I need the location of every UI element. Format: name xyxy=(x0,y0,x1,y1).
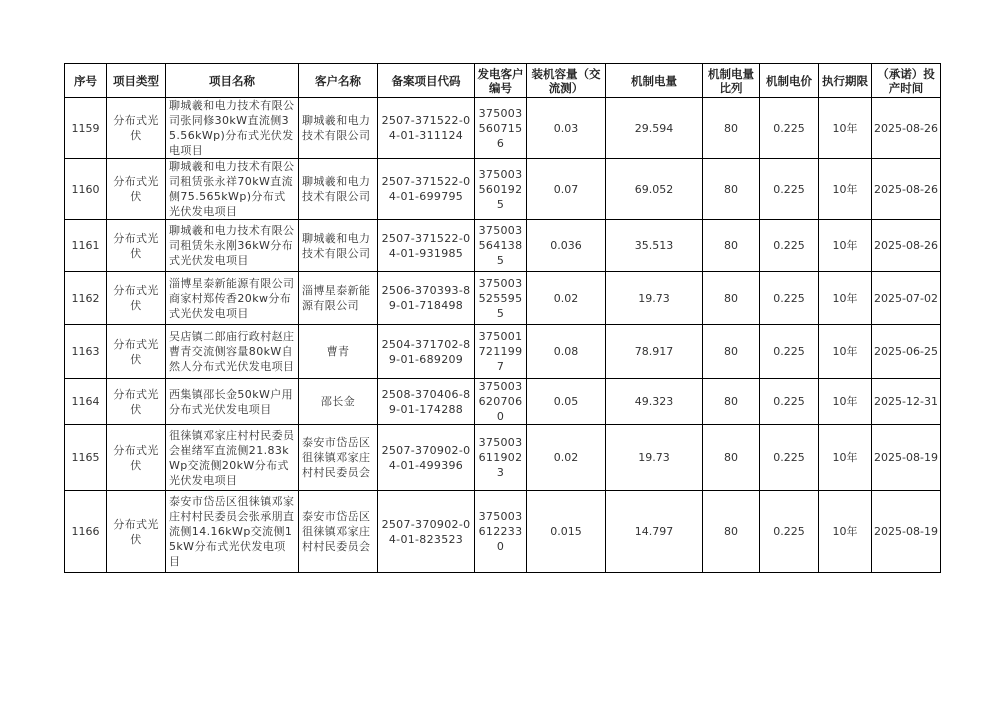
cell-term: 10年 xyxy=(819,325,872,379)
cell-name: 淄博星泰新能源有限公司商家村郑传香20kw分布式光伏发电项目 xyxy=(166,272,299,325)
cell-ratio: 80 xyxy=(703,159,760,220)
cell-energy: 19.73 xyxy=(606,425,703,491)
cell-customer: 聊城羲和电力技术有限公司 xyxy=(299,159,378,220)
cell-energy: 35.513 xyxy=(606,220,703,272)
cell-name: 徂徕镇邓家庄村村民委员会崔绪军直流侧21.83kWp交流侧20kW分布式光伏发电项目 xyxy=(166,425,299,491)
table-row xyxy=(65,379,941,425)
cell-customer-no: 3750035607156 xyxy=(475,98,527,159)
cell-ratio: 80 xyxy=(703,491,760,573)
header-term: 执行期限 xyxy=(819,64,872,98)
cell-energy: 78.917 xyxy=(606,325,703,379)
cell-customer: 聊城羲和电力技术有限公司 xyxy=(299,220,378,272)
cell-capacity: 0.036 xyxy=(527,220,606,272)
cell-type: 分布式光伏 xyxy=(107,272,166,325)
cell-type: 分布式光伏 xyxy=(107,491,166,573)
cell-ratio: 80 xyxy=(703,272,760,325)
cell-energy: 49.323 xyxy=(606,379,703,425)
cell-seq: 1161 xyxy=(65,220,107,272)
header-customer-no: 发电客户编号 xyxy=(475,64,527,98)
cell-price: 0.225 xyxy=(760,272,819,325)
cell-type: 分布式光伏 xyxy=(107,159,166,220)
cell-code: 2507-371522-04-01-311124 xyxy=(378,98,475,159)
table-row xyxy=(65,159,941,220)
cell-name: 吴店镇二郎庙行政村赵庄曹青交流侧容量80kW自然人分布式光伏发电项目 xyxy=(166,325,299,379)
cell-term: 10年 xyxy=(819,159,872,220)
cell-customer: 泰安市岱岳区徂徕镇邓家庄村村民委员会 xyxy=(299,491,378,573)
cell-customer: 泰安市岱岳区徂徕镇邓家庄村村民委员会 xyxy=(299,425,378,491)
cell-date: 2025-08-26 xyxy=(872,220,941,272)
table-row xyxy=(65,272,941,325)
header-ratio: 机制电量比列 xyxy=(703,64,760,98)
cell-code: 2506-370393-89-01-718498 xyxy=(378,272,475,325)
header-seq: 序号 xyxy=(65,64,107,98)
cell-price: 0.225 xyxy=(760,325,819,379)
cell-date: 2025-07-02 xyxy=(872,272,941,325)
cell-date: 2025-08-26 xyxy=(872,98,941,159)
cell-price: 0.225 xyxy=(760,425,819,491)
header-price: 机制电价 xyxy=(760,64,819,98)
cell-name: 聊城羲和电力技术有限公司张同修30kW直流侧35.56kWp)分布式光伏发电项目 xyxy=(166,98,299,159)
cell-customer: 曹青 xyxy=(299,325,378,379)
cell-customer-no: 3750036119023 xyxy=(475,425,527,491)
cell-type: 分布式光伏 xyxy=(107,425,166,491)
cell-customer: 聊城羲和电力技术有限公司 xyxy=(299,98,378,159)
header-date: （承诺）投产时间 xyxy=(872,64,941,98)
cell-name: 聊城羲和电力技术有限公司租赁朱永刚36kW分布式光伏发电项目 xyxy=(166,220,299,272)
cell-energy: 69.052 xyxy=(606,159,703,220)
cell-seq: 1164 xyxy=(65,379,107,425)
cell-capacity: 0.05 xyxy=(527,379,606,425)
cell-capacity: 0.07 xyxy=(527,159,606,220)
cell-price: 0.225 xyxy=(760,98,819,159)
header-row xyxy=(65,64,941,98)
cell-type: 分布式光伏 xyxy=(107,98,166,159)
cell-seq: 1162 xyxy=(65,272,107,325)
cell-code: 2507-371522-04-01-931985 xyxy=(378,220,475,272)
cell-price: 0.225 xyxy=(760,159,819,220)
table-row xyxy=(65,325,941,379)
project-table xyxy=(64,63,941,573)
cell-customer-no: 3750036207060 xyxy=(475,379,527,425)
cell-date: 2025-08-19 xyxy=(872,425,941,491)
cell-energy: 14.797 xyxy=(606,491,703,573)
document-sheet xyxy=(64,63,941,573)
cell-date: 2025-12-31 xyxy=(872,379,941,425)
cell-capacity: 0.03 xyxy=(527,98,606,159)
cell-type: 分布式光伏 xyxy=(107,325,166,379)
cell-seq: 1166 xyxy=(65,491,107,573)
cell-customer-no: 3750035255955 xyxy=(475,272,527,325)
cell-energy: 19.73 xyxy=(606,272,703,325)
cell-ratio: 80 xyxy=(703,220,760,272)
cell-type: 分布式光伏 xyxy=(107,220,166,272)
cell-ratio: 80 xyxy=(703,379,760,425)
cell-customer-no: 3750035641385 xyxy=(475,220,527,272)
cell-capacity: 0.015 xyxy=(527,491,606,573)
header-name: 项目名称 xyxy=(166,64,299,98)
cell-customer: 邵长金 xyxy=(299,379,378,425)
cell-term: 10年 xyxy=(819,98,872,159)
table-row xyxy=(65,425,941,491)
cell-capacity: 0.02 xyxy=(527,272,606,325)
table-row xyxy=(65,491,941,573)
cell-price: 0.225 xyxy=(760,220,819,272)
header-energy: 机制电量 xyxy=(606,64,703,98)
cell-term: 10年 xyxy=(819,425,872,491)
cell-code: 2507-370902-04-01-499396 xyxy=(378,425,475,491)
cell-customer-no: 3750036122330 xyxy=(475,491,527,573)
cell-date: 2025-06-25 xyxy=(872,325,941,379)
header-customer: 客户名称 xyxy=(299,64,378,98)
cell-capacity: 0.02 xyxy=(527,425,606,491)
table-row xyxy=(65,98,941,159)
header-type: 项目类型 xyxy=(107,64,166,98)
cell-name: 西集镇邵长金50kW户用分布式光伏发电项目 xyxy=(166,379,299,425)
cell-ratio: 80 xyxy=(703,425,760,491)
cell-code: 2508-370406-89-01-174288 xyxy=(378,379,475,425)
cell-code: 2507-370902-04-01-823523 xyxy=(378,491,475,573)
cell-customer: 淄博星泰新能源有限公司 xyxy=(299,272,378,325)
cell-term: 10年 xyxy=(819,379,872,425)
cell-date: 2025-08-19 xyxy=(872,491,941,573)
header-code: 备案项目代码 xyxy=(378,64,475,98)
cell-name: 聊城羲和电力技术有限公司租赁张永祥70kW直流侧75.565kWp)分布式光伏发电项目 xyxy=(166,159,299,220)
table-row xyxy=(65,220,941,272)
cell-seq: 1159 xyxy=(65,98,107,159)
cell-energy: 29.594 xyxy=(606,98,703,159)
cell-name: 泰安市岱岳区徂徕镇邓家庄村村民委员会张承朋直流侧14.16kWp交流侧15kW分布式光伏发电项目 xyxy=(166,491,299,573)
cell-ratio: 80 xyxy=(703,98,760,159)
cell-term: 10年 xyxy=(819,491,872,573)
header-capacity: 装机容量（交流测） xyxy=(527,64,606,98)
cell-price: 0.225 xyxy=(760,379,819,425)
cell-term: 10年 xyxy=(819,220,872,272)
cell-customer-no: 3750017211997 xyxy=(475,325,527,379)
cell-seq: 1160 xyxy=(65,159,107,220)
cell-seq: 1165 xyxy=(65,425,107,491)
cell-term: 10年 xyxy=(819,272,872,325)
cell-code: 2507-371522-04-01-699795 xyxy=(378,159,475,220)
cell-code: 2504-371702-89-01-689209 xyxy=(378,325,475,379)
cell-customer-no: 3750035601925 xyxy=(475,159,527,220)
cell-seq: 1163 xyxy=(65,325,107,379)
cell-date: 2025-08-26 xyxy=(872,159,941,220)
cell-type: 分布式光伏 xyxy=(107,379,166,425)
cell-capacity: 0.08 xyxy=(527,325,606,379)
cell-ratio: 80 xyxy=(703,325,760,379)
cell-price: 0.225 xyxy=(760,491,819,573)
